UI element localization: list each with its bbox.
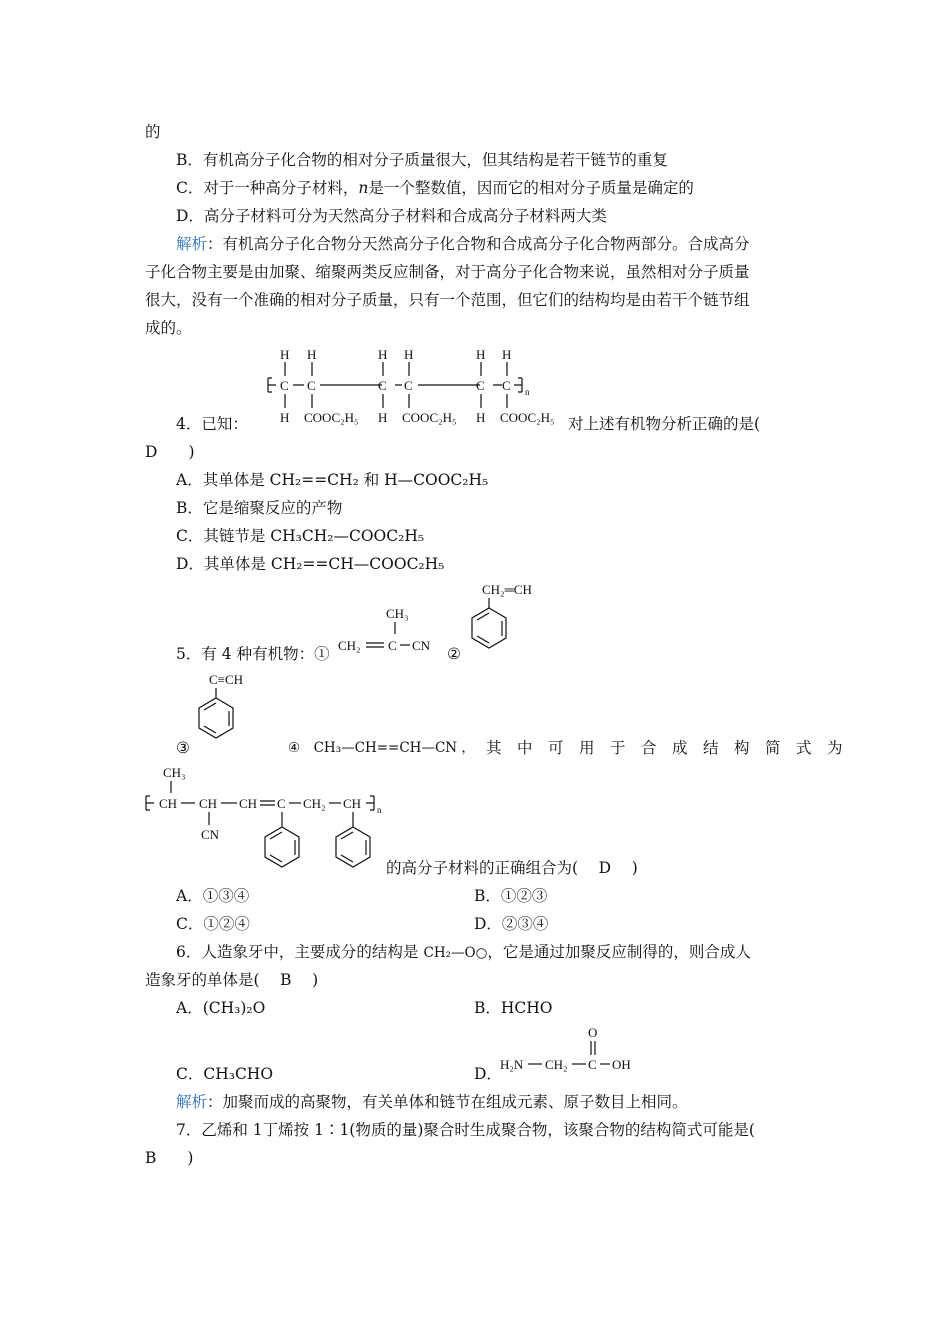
- q6-option-d-glycine: [500, 1024, 650, 1076]
- q7-answer: B: [145, 1149, 157, 1167]
- q6-option-a: A．(CH₃)₂O: [176, 999, 266, 1017]
- analysis-label: 解析: [176, 235, 208, 253]
- q5-close: ): [631, 859, 638, 877]
- q4-close: ): [188, 443, 195, 461]
- q6-option-d-label: D．: [474, 1065, 502, 1083]
- m3-label: C≡CH: [209, 672, 244, 687]
- q7-stem: 7．乙烯和 1丁烯按 1∶1(物质的量)聚合时生成聚合物，该聚合物的结构简式可能是(: [176, 1121, 755, 1139]
- option-c-n: n: [358, 179, 369, 197]
- q5-num-3: ③: [176, 739, 190, 757]
- q4-answer: D: [145, 443, 158, 461]
- d-c: C: [588, 1057, 597, 1072]
- q5-option-a: A．①③④: [176, 887, 250, 905]
- poly-ch-2: CH: [199, 796, 218, 811]
- d-o: O: [588, 1025, 598, 1040]
- q4-option-c: C．其链节是 CH₃CH₂—COOC₂H₅: [176, 527, 425, 545]
- q6-stem: [176, 941, 751, 964]
- option-d: D．高分子材料可分为天然高分子材料和合成高分子材料两大类: [176, 207, 607, 225]
- d-h2n: H₂N: [500, 1057, 524, 1072]
- q6-stem-b: ，它是通过加聚反应制得的，则合成人: [487, 943, 751, 961]
- q5-option-b: B．①②③: [474, 887, 548, 905]
- poly-cn: CN: [201, 827, 220, 842]
- h-bot-2: H: [378, 410, 388, 425]
- analysis-text: ：有机高分子化合物分天然高分子化合物和合成高分子化合物两部分。合成高分: [207, 235, 750, 253]
- h-top-3: H: [378, 347, 388, 362]
- m1-c: C: [388, 638, 397, 653]
- poly-c: C: [277, 796, 286, 811]
- q5-answer: D: [598, 859, 612, 877]
- q5-option-d: D．②③④: [474, 915, 549, 933]
- c-1: C: [280, 378, 289, 393]
- q5-stem: 5．有 4 种有机物：①: [176, 645, 330, 663]
- ester-2: COOC₂H₅: [402, 410, 457, 425]
- h-top-1: H: [280, 347, 290, 362]
- q4-option-a: A．其单体是 CH₂==CH₂ 和 H—COOC₂H₅: [176, 471, 489, 489]
- analysis-line-3: 很大，没有一个准确的相对分子质量，只有一个范围，但它们的结构均是由若干个链节组: [145, 291, 750, 309]
- analysis-2-text: ：加聚而成的高聚物，有关单体和链节在组成元素、原子数目上相同。: [207, 1093, 688, 1111]
- q4-polymer-structure: [262, 344, 555, 430]
- q6-formula: CH₂—O○: [423, 945, 488, 961]
- q4-answer-line: [145, 441, 195, 463]
- poly-ch-3: CH: [239, 796, 258, 811]
- q7-answer-line: [145, 1147, 193, 1169]
- analysis-2-label: 解析: [176, 1093, 208, 1111]
- h-bot-3: H: [476, 410, 486, 425]
- h-top-6: H: [502, 347, 512, 362]
- c-6: C: [502, 378, 511, 393]
- q4-option-b: B．它是缩聚反应的产物: [176, 499, 343, 517]
- h-top-4: H: [404, 347, 414, 362]
- q5-num-2: ②: [447, 645, 461, 663]
- option-c-text-b: 是一个整数值，因而它的相对分子质量是确定的: [368, 179, 694, 197]
- q5-tail: [386, 857, 638, 879]
- q4-stem-a: 4．已知：: [176, 415, 248, 433]
- c-5: C: [476, 378, 485, 393]
- c-3: C: [378, 378, 387, 393]
- d-oh: OH: [612, 1057, 631, 1072]
- poly-ch-4: CH: [343, 796, 362, 811]
- q5-molecule-2-styrene: [466, 580, 556, 660]
- poly-ch-1: CH: [159, 796, 178, 811]
- q5-option-c: C．①②④: [176, 915, 250, 933]
- analysis-line-2: 子化合物主要是由加聚、缩聚两类反应制备，对于高分子化合物来说，虽然相对分子质量: [145, 263, 750, 281]
- analysis-line-4: 成的。: [145, 319, 192, 337]
- m1-ch2: CH₂: [338, 638, 361, 653]
- m1-ch3: CH₃: [386, 606, 409, 621]
- q6-stem-2-text: 造象牙的单体是(: [145, 971, 260, 989]
- continuation-text: 的: [145, 123, 161, 141]
- ester-3: COOC₂H₅: [500, 410, 555, 425]
- q5-molecule-4: ④ CH₃—CH==CH—CN ，: [288, 740, 475, 756]
- q7-close: ): [187, 1149, 194, 1167]
- q5-stem-tail: 其 中 可 用 于 合 成 结 构 简 式 为: [486, 739, 843, 757]
- poly-ch2: CH₂: [303, 796, 326, 811]
- q4-stem-b: 对上述有机物分析正确的是(: [568, 415, 761, 433]
- q5-molecule-1: [336, 604, 436, 658]
- analysis-2: [176, 1091, 688, 1113]
- m2-label: CH₂═CH: [482, 582, 532, 597]
- q4-unit-1: [280, 347, 359, 425]
- option-b: B．有机高分子化合物的相对分子质量很大，但其结构是若干链节的重复: [176, 151, 668, 169]
- ester-1: COOC₂H₅: [304, 410, 359, 425]
- q6-stem-2: [145, 969, 318, 991]
- q6-stem-a: 6．人造象牙中，主要成分的结构是: [176, 943, 419, 961]
- m1-cn: CN: [412, 638, 431, 653]
- poly-ch3: CH₃: [163, 765, 186, 780]
- q5-polymer-structure: [143, 763, 393, 873]
- option-c-text-a: C．对于一种高分子材料，: [176, 179, 359, 197]
- q4-n: n: [525, 387, 530, 397]
- c-2: C: [307, 378, 316, 393]
- h-top-5: H: [476, 347, 486, 362]
- analysis-1: [176, 233, 750, 255]
- c-4: C: [404, 378, 413, 393]
- option-c: [176, 177, 694, 199]
- q4-option-d: D．其单体是 CH₂==CH—COOC₂H₅: [176, 555, 445, 573]
- q4-unit-3: [476, 347, 555, 425]
- d-ch2: CH₂: [545, 1057, 568, 1072]
- h-top-2: H: [307, 347, 317, 362]
- q6-option-b: B．HCHO: [474, 999, 553, 1017]
- q4-unit-2: [378, 347, 457, 425]
- q5-molecule-3-phenylacetylene: [192, 670, 262, 750]
- q6-answer: B: [280, 971, 292, 989]
- h-bot-1: H: [280, 410, 290, 425]
- q6-option-c: C．CH₃CHO: [176, 1065, 274, 1083]
- q6-close: ): [312, 971, 319, 989]
- poly-n: n: [377, 805, 382, 815]
- q5-tail-text: 的高分子材料的正确组合为(: [386, 859, 579, 877]
